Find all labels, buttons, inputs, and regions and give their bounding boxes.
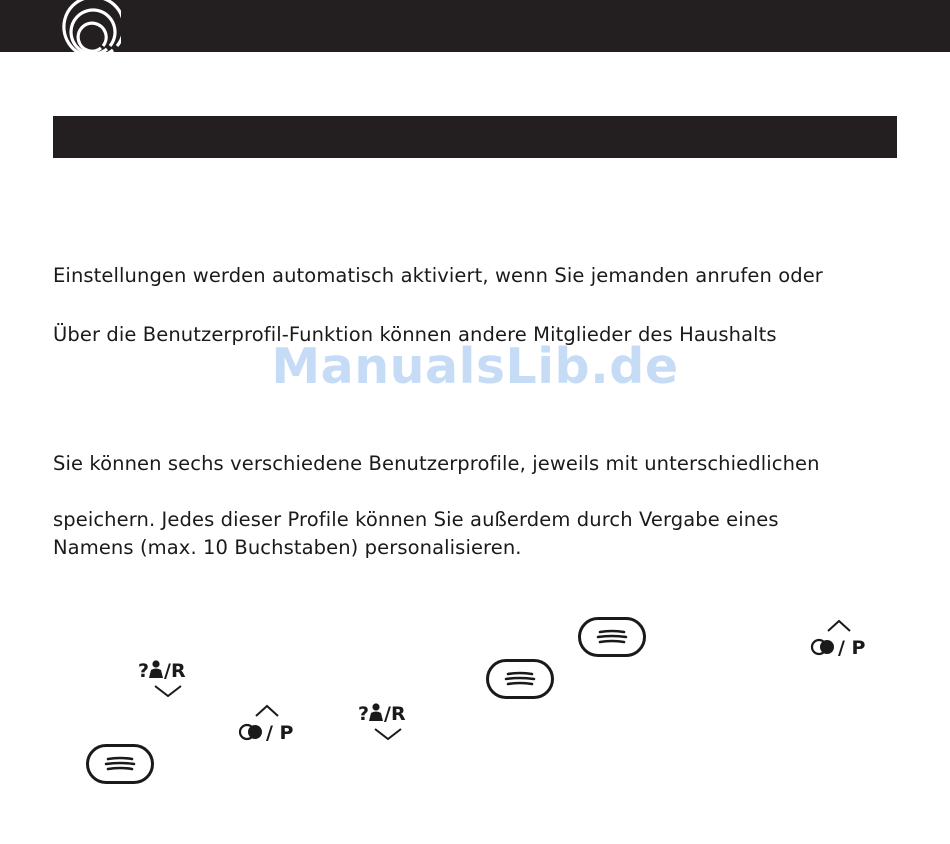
paragraph-line-2: Über die Benutzerprofil-Funktion können andere Mitglieder des Haushalts: [53, 323, 777, 346]
header-bar: [0, 0, 950, 52]
brand-logo-icon: [51, 0, 121, 52]
svg-text:/R: /R: [384, 703, 406, 725]
svg-text:?: ?: [358, 703, 370, 725]
paragraph-line-3: Sie können sechs verschiedene Benutzerprofile, jeweils mit unterschiedlichen: [53, 452, 820, 475]
menu-button-icon: [578, 617, 646, 657]
menu-button-icon: [486, 659, 554, 699]
svg-text:/R: /R: [164, 660, 186, 682]
svg-text:?: ?: [138, 660, 150, 682]
down-r-key-icon: [358, 699, 424, 743]
paragraph-line-1: Einstellungen werden automatisch aktiviert, wenn Sie jemanden anrufen oder: [53, 264, 823, 287]
menu-button-icon: [86, 744, 154, 784]
section-heading-bar: [53, 116, 897, 158]
paragraph-line-4: speichern. Jedes dieser Profile können Sie außerdem durch Vergabe eines: [53, 508, 779, 531]
down-r-key-icon: [138, 656, 204, 700]
paragraph-line-5: Namens (max. 10 Buchstaben) personalisieren.: [53, 536, 522, 559]
watermark: ManualsLib.de: [271, 338, 679, 395]
up-p-key-icon: [238, 703, 302, 743]
svg-text:/ P: / P: [838, 637, 866, 658]
svg-text:/ P: / P: [266, 722, 294, 743]
up-p-key-icon: [810, 618, 874, 658]
